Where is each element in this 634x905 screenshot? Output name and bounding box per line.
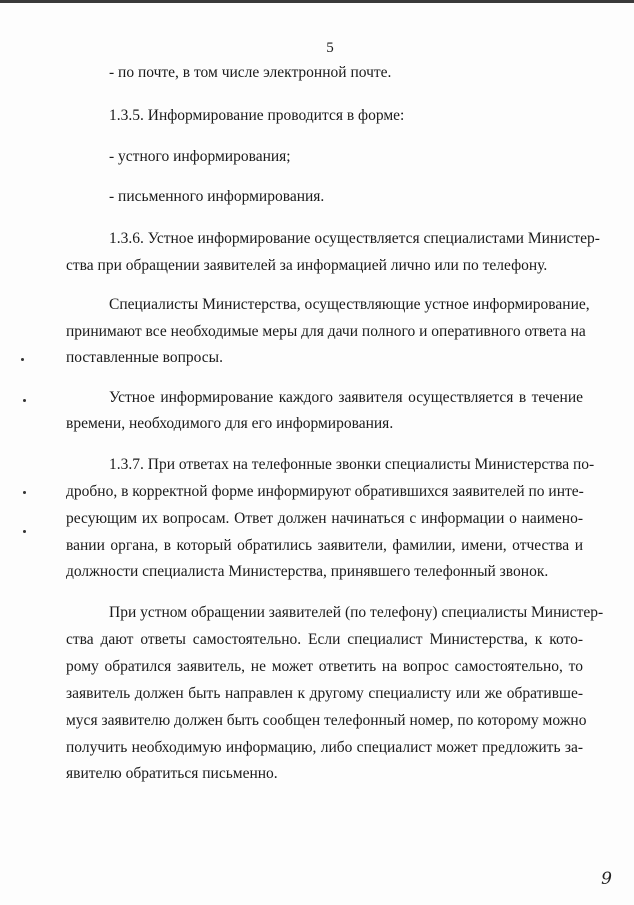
clause-1-3-7-line-3: ресующим их вопросам. Ответ должен начинаться с информации о наимено- [66,510,583,527]
list-item-written: - письменного информирования. [109,188,325,205]
paragraph-phone-line-7: явителю обратиться письменно. [66,765,278,782]
paragraph-phone-line-5: муся заявителю должен быть сообщен телефонный номер, по которому можно [66,712,587,729]
scan-speck [21,358,24,361]
paragraph-specialists-line-3: поставленные вопросы. [66,349,223,366]
paragraph-phone-line-2: ства дают ответы самостоятельно. Если специалист Министерства, к кото- [66,631,583,648]
list-item-oral: - устного информирования; [109,148,291,165]
clause-1-3-5: 1.3.5. Информирование проводится в форме: [109,107,405,124]
page-number: 5 [326,40,334,56]
clause-1-3-7-line-5: должности специалиста Министерства, принявшего телефонный звонок. [66,563,549,580]
list-item-email: - по почте, в том числе электронной почте. [109,64,392,81]
paragraph-phone-line-3: рому обратился заявитель, не может ответить на вопрос самостоятельно, то [66,658,583,675]
paragraph-oral-line-1: Устное информирование каждого заявителя осуществляется в течение [109,389,583,406]
paragraph-phone-line-1: При устном обращении заявителей (по телефону) специалисты Министер- [109,604,604,621]
scan-speck [23,530,26,533]
paragraph-oral-line-2: времени, необходимого для его информирования. [66,415,394,432]
paragraph-phone-line-6: получить необходимую информацию, либо специалист может предложить за- [66,739,583,756]
clause-1-3-6-line-1: 1.3.6. Устное информирование осуществляется специалистами Министер- [109,230,600,247]
scan-speck [23,491,26,494]
paragraph-phone-line-4: заявитель должен быть направлен к другому специалисту или же обративше- [66,685,583,702]
clause-1-3-7-line-1: 1.3.7. При ответах на телефонные звонки специалисты Министерства по- [109,456,595,473]
scan-top-edge [0,0,634,3]
handwritten-sheet-number: 9 [601,869,612,889]
clause-1-3-6-line-2: ства при обращении заявителей за информацией лично или по телефону. [66,257,548,274]
paragraph-specialists-line-1: Специалисты Министерства, осуществляющие устное информирование, [109,296,590,313]
clause-1-3-7-line-2: дробно, в корректной форме информируют обратившихся заявителей по инте- [66,483,584,500]
paragraph-specialists-line-2: принимают все необходимые меры для дачи полного и оперативного ответа на [66,323,586,340]
scan-speck [23,399,26,402]
clause-1-3-7-line-4: вании органа, в который обратились заявители, фамилии, имени, отчества и [66,537,583,554]
